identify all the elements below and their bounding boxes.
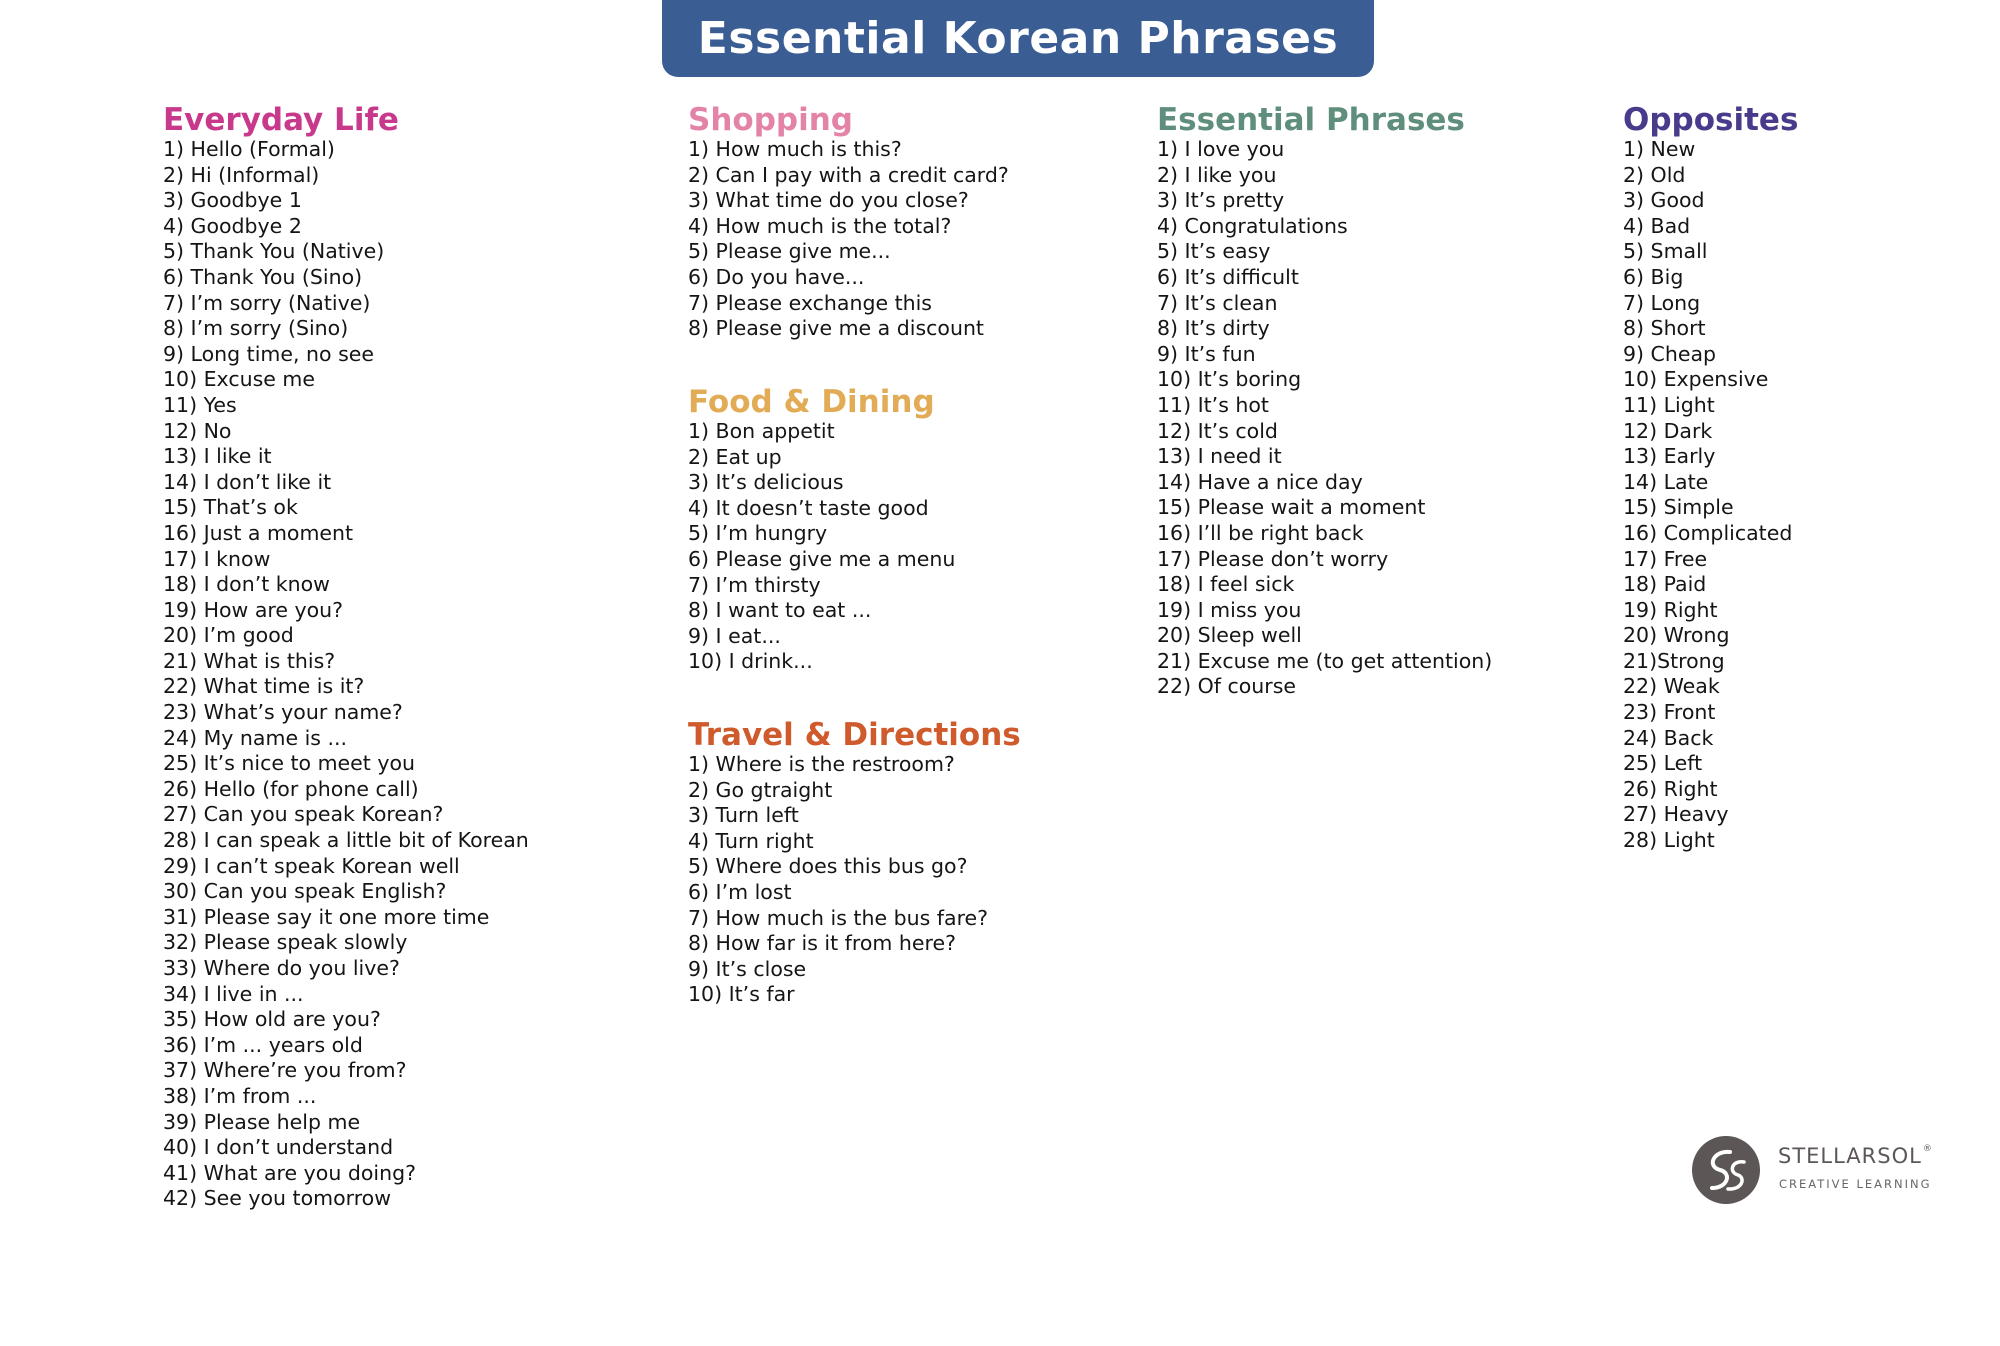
list-item: 11) Light xyxy=(1623,392,1715,417)
list-item: 2) Go gtraight xyxy=(688,777,833,802)
list-item: 33) Where do you live? xyxy=(163,956,400,980)
list-item: 28) Light xyxy=(1623,828,1715,853)
list-item: 15) Simple xyxy=(1623,495,1734,520)
list-item: 19) I miss you xyxy=(1157,597,1302,622)
logo-name xyxy=(1778,1144,1933,1168)
list-item: 15) Please wait a moment xyxy=(1157,495,1426,520)
list-item: 31) Please say it one more time xyxy=(163,904,490,929)
list-item: 3) Good xyxy=(1623,188,1705,213)
list-item: 21) Excuse me (to get attention) xyxy=(1157,648,1493,673)
list-item: 7) Long xyxy=(1623,290,1701,315)
title-banner xyxy=(662,0,1374,77)
list-item: 29) I can’t speak Korean well xyxy=(163,853,460,878)
list-item: 12) It’s cold xyxy=(1157,418,1278,443)
list-item: 2) Hi (Informal) xyxy=(163,162,320,187)
list-item: 6) Please give me a menu xyxy=(688,546,956,571)
section-essential-phrases xyxy=(1157,103,1492,700)
list-item: 42) See you tomorrow xyxy=(163,1186,391,1211)
list-item: 16) Just a moment xyxy=(163,520,354,545)
list-item: 18) I don’t know xyxy=(163,572,330,597)
list-item: 10) I drink... xyxy=(688,649,813,674)
list-item: 14) Have a nice day xyxy=(1157,469,1363,494)
list-item: 9) Cheap xyxy=(1623,341,1717,366)
phrase-list xyxy=(688,137,1009,342)
list-item: 23) What’s your name? xyxy=(163,700,403,725)
section-heading: Shopping xyxy=(688,102,853,138)
list-item: 8) It’s dirty xyxy=(1157,316,1270,341)
list-item: 8) Short xyxy=(1623,316,1706,341)
list-item: 1) Where is the restroom? xyxy=(688,752,955,776)
section-everyday-life xyxy=(163,103,529,1212)
list-item: 3) Turn left xyxy=(688,803,799,828)
list-item: 4) How much is the total? xyxy=(688,213,952,238)
list-item: 3) It’s pretty xyxy=(1157,188,1285,213)
section-heading: Everyday Life xyxy=(163,102,399,138)
list-item: 41) What are you doing? xyxy=(163,1160,416,1185)
list-item: 3) Goodbye 1 xyxy=(163,188,302,213)
list-item: 27) Can you speak Korean? xyxy=(163,802,444,827)
list-item: 6) Thank You (Sino) xyxy=(163,264,363,289)
list-item: 7) I’m thirsty xyxy=(688,572,821,597)
list-item: 5) Please give me... xyxy=(688,239,891,264)
section-heading: Travel & Directions xyxy=(688,717,1021,753)
list-item: 21) What is this? xyxy=(163,648,336,673)
list-item: 14) I don’t like it xyxy=(163,469,332,494)
list-item: 9) It’s fun xyxy=(1157,341,1256,366)
list-item: 18) Paid xyxy=(1623,572,1707,597)
list-item: 17) Please don’t worry xyxy=(1157,546,1389,571)
list-item: 28) I can speak a little bit of Korean xyxy=(163,828,529,853)
list-item: 17) Free xyxy=(1623,546,1708,571)
list-item: 9) It’s close xyxy=(688,956,807,981)
list-item: 38) I’m from ... xyxy=(163,1083,317,1108)
list-item: 16) I’ll be right back xyxy=(1157,520,1364,545)
list-item: 13) I need it xyxy=(1157,444,1282,469)
section-opposites xyxy=(1623,103,1798,854)
list-item: 16) Complicated xyxy=(1623,520,1793,545)
list-item: 25) It’s nice to meet you xyxy=(163,751,415,776)
list-item: 7) I’m sorry (Native) xyxy=(163,290,371,315)
list-item: 2) Can I pay with a credit card? xyxy=(688,162,1009,187)
list-item: 24) My name is ... xyxy=(163,725,348,750)
list-item: 11) It’s hot xyxy=(1157,392,1269,417)
list-item: 2) Eat up xyxy=(688,444,782,469)
list-item: 20) Sleep well xyxy=(1157,623,1302,648)
section-food-dining xyxy=(688,385,955,675)
list-item: 5) Thank You (Native) xyxy=(163,239,385,264)
list-item: 4) It doesn’t taste good xyxy=(688,495,929,520)
list-item: 19) How are you? xyxy=(163,597,344,622)
page-title: Essential Korean Phrases xyxy=(697,13,1339,64)
list-item: 5) Small xyxy=(1623,239,1708,264)
section-shopping xyxy=(688,103,1009,342)
phrase-list xyxy=(688,419,955,675)
list-item: 18) I feel sick xyxy=(1157,572,1295,597)
list-item: 19) Right xyxy=(1623,597,1718,622)
list-item: 9) I eat... xyxy=(688,623,781,648)
list-item: 6) Big xyxy=(1623,264,1684,289)
list-item: 2) Old xyxy=(1623,162,1686,187)
phrase-list xyxy=(163,137,529,1212)
list-item: 8) I’m sorry (Sino) xyxy=(163,316,349,341)
list-item: 4) Goodbye 2 xyxy=(163,213,302,238)
list-item: 17) I know xyxy=(163,546,271,571)
phrase-list xyxy=(1157,137,1492,700)
list-item: 7) It’s clean xyxy=(1157,290,1278,315)
list-item: 22) Of course xyxy=(1157,674,1296,699)
list-item: 10) Excuse me xyxy=(163,367,315,392)
list-item: 4) Bad xyxy=(1623,213,1691,238)
list-item: 35) How old are you? xyxy=(163,1007,381,1032)
list-item: 13) I like it xyxy=(163,444,272,469)
phrase-list xyxy=(1623,137,1798,854)
list-item: 14) Late xyxy=(1623,469,1709,494)
list-item: 8) I want to eat ... xyxy=(688,598,872,623)
list-item: 7) Please exchange this xyxy=(688,290,932,315)
list-item: 4) Congratulations xyxy=(1157,213,1348,238)
list-item: 12) No xyxy=(163,418,232,443)
registered-mark: ® xyxy=(1922,1144,1933,1154)
list-item: 23) Front xyxy=(1623,700,1716,725)
list-item: 26) Hello (for phone call) xyxy=(163,776,419,801)
list-item: 20) I’m good xyxy=(163,623,294,648)
list-item: 3) What time do you close? xyxy=(688,188,969,213)
list-item: 10) It’s far xyxy=(688,982,795,1007)
section-heading: Opposites xyxy=(1623,102,1799,138)
list-item: 22) What time is it? xyxy=(163,674,365,699)
list-item: 20) Wrong xyxy=(1623,623,1730,648)
list-item: 24) Back xyxy=(1623,725,1714,750)
list-item: 27) Heavy xyxy=(1623,802,1729,827)
list-item: 1) How much is this? xyxy=(688,137,902,161)
list-item: 9) Long time, no see xyxy=(163,341,374,366)
list-item: 21)Strong xyxy=(1623,648,1725,673)
list-item: 1) New xyxy=(1623,137,1696,161)
logo-name-text: STELLARSOL xyxy=(1778,1144,1922,1168)
list-item: 5) It’s easy xyxy=(1157,239,1271,264)
list-item: 3) It’s delicious xyxy=(688,470,844,495)
list-item: 4) Turn right xyxy=(688,828,814,853)
list-item: 25) Left xyxy=(1623,751,1703,776)
section-heading: Food & Dining xyxy=(688,384,935,420)
list-item: 5) I’m hungry xyxy=(688,521,828,546)
list-item: 2) I like you xyxy=(1157,162,1277,187)
list-item: 8) How far is it from here? xyxy=(688,931,956,956)
stellarsol-logo-icon xyxy=(1692,1136,1760,1204)
phrase-list xyxy=(688,752,1021,1008)
list-item: 1) Hello (Formal) xyxy=(163,137,335,161)
section-heading: Essential Phrases xyxy=(1157,102,1465,138)
list-item: 5) Where does this bus go? xyxy=(688,854,968,879)
list-item: 1) Bon appetit xyxy=(688,419,835,443)
list-item: 15) That’s ok xyxy=(163,495,298,520)
list-item: 1) I love you xyxy=(1157,137,1285,161)
list-item: 7) How much is the bus fare? xyxy=(688,905,989,930)
list-item: 11) Yes xyxy=(163,392,237,417)
list-item: 39) Please help me xyxy=(163,1109,361,1134)
list-item: 8) Please give me a discount xyxy=(688,316,984,341)
list-item: 12) Dark xyxy=(1623,418,1713,443)
list-item: 40) I don’t understand xyxy=(163,1135,394,1160)
list-item: 6) I’m lost xyxy=(688,879,792,904)
section-travel-directions xyxy=(688,718,1021,1008)
list-item: 37) Where’re you from? xyxy=(163,1058,407,1083)
list-item: 30) Can you speak English? xyxy=(163,879,447,904)
list-item: 6) Do you have... xyxy=(688,264,865,289)
list-item: 10) Expensive xyxy=(1623,367,1769,392)
list-item: 32) Please speak slowly xyxy=(163,930,408,955)
stellarsol-logo xyxy=(1692,1136,1952,1206)
list-item: 10) It’s boring xyxy=(1157,367,1302,392)
list-item: 22) Weak xyxy=(1623,674,1720,699)
list-item: 26) Right xyxy=(1623,776,1718,801)
list-item: 34) I live in ... xyxy=(163,981,304,1006)
list-item: 13) Early xyxy=(1623,444,1716,469)
logo-tagline: CREATIVE LEARNING xyxy=(1779,1177,1932,1191)
list-item: 6) It’s difficult xyxy=(1157,264,1299,289)
list-item: 36) I’m ... years old xyxy=(163,1032,363,1057)
